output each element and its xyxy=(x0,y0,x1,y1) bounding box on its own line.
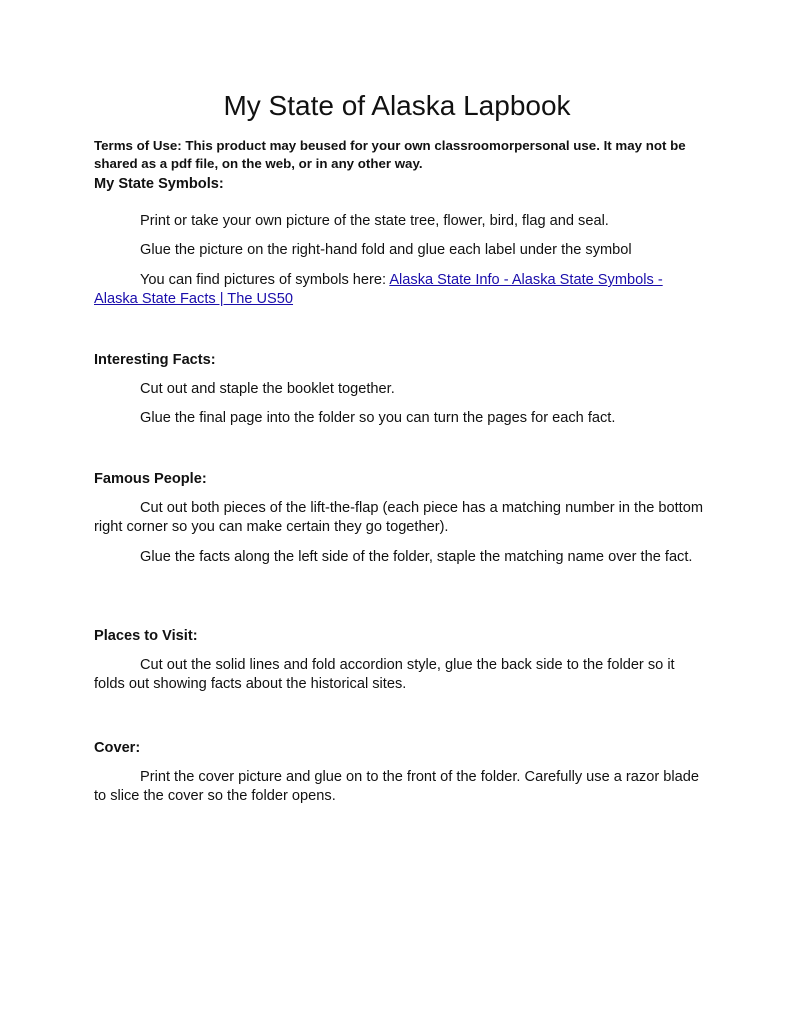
symbols-text-2: Glue the picture on the right-hand fold and glue each label under the symbol xyxy=(140,242,632,258)
section-heading-people: Famous People: xyxy=(94,471,207,487)
places-text-1: Cut out the solid lines and fold accordion style, glue the back side to the folder so it folds out showing facts about the historical sites. xyxy=(94,657,675,692)
facts-paragraph-1 xyxy=(94,380,704,399)
people-text-2: Glue the facts along the left side of the folder, staple the matching name over the fact. xyxy=(140,549,693,565)
section-heading-cover: Cover: xyxy=(94,740,141,756)
symbols-paragraph-1 xyxy=(94,212,704,231)
symbols-text-3: You can find pictures of symbols here: xyxy=(140,272,390,288)
section-heading-symbols: My State Symbols: xyxy=(94,176,224,192)
section-heading-places: Places to Visit: xyxy=(94,628,198,644)
page-title: My State of Alaska Lapbook xyxy=(223,90,571,121)
people-paragraph-2 xyxy=(94,548,704,567)
places-paragraph-1 xyxy=(94,656,704,694)
cover-text-1: Print the cover picture and glue on to the front of the folder. Carefully use a razor blade to slice the cover so the folder opens. xyxy=(94,769,699,804)
people-text-1: Cut out both pieces of the lift-the-flap (each piece has a matching number in the bottom right corner so you can make certain they go together). xyxy=(94,500,703,535)
terms-of-use: Terms of Use: This product may beused for your own classroomorpersonal use. It may not be shared as a pdf file, on the web, or in any other way. xyxy=(94,138,686,171)
symbols-paragraph-2 xyxy=(94,241,704,260)
cover-paragraph-1 xyxy=(94,768,704,806)
people-paragraph-1 xyxy=(94,499,704,537)
facts-text-1: Cut out and staple the booklet together. xyxy=(140,381,395,397)
facts-paragraph-2 xyxy=(94,409,704,428)
symbols-reference-link[interactable]: Alaska State Info - Alaska State Symbols - Alaska State Facts | The US50 xyxy=(94,272,663,307)
symbols-text-1: Print or take your own picture of the state tree, flower, bird, flag and seal. xyxy=(140,213,609,229)
section-heading-facts: Interesting Facts: xyxy=(94,352,216,368)
facts-text-2: Glue the final page into the folder so you can turn the pages for each fact. xyxy=(140,410,616,426)
symbols-paragraph-3 xyxy=(94,271,704,309)
